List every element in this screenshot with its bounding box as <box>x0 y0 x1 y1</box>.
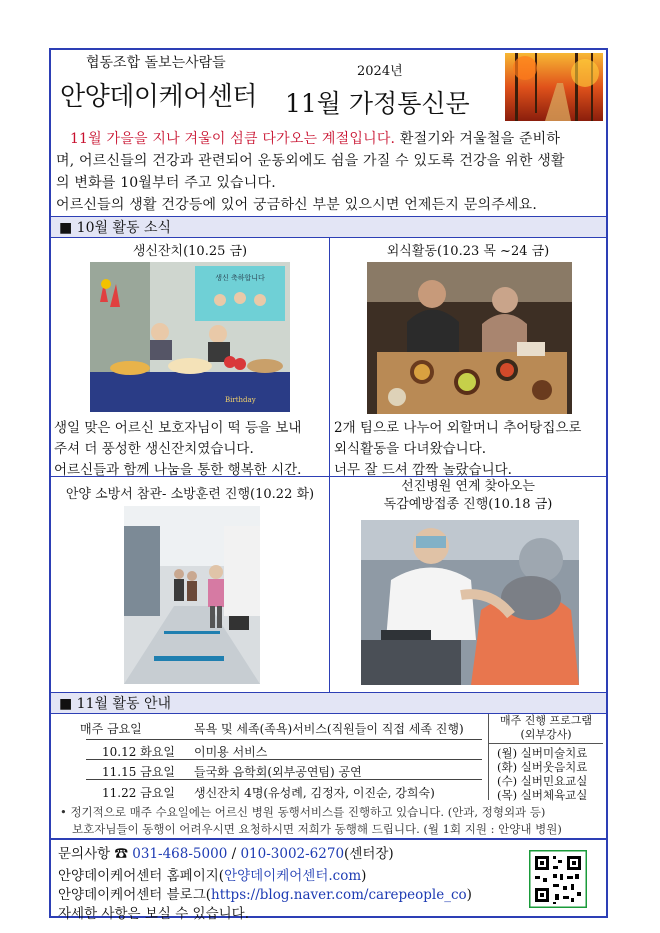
homepage-close: ) <box>361 868 367 884</box>
phone-number-director[interactable]: 010-3002-6270 <box>240 846 345 862</box>
phone-separator: / <box>231 846 237 862</box>
schedule-date: 11.15 금요일 <box>102 765 175 779</box>
autumn-forest-photo <box>505 53 603 121</box>
blog-link[interactable]: https://blog.naver.com/carepeople_co <box>211 887 467 903</box>
intro-paragraph <box>56 128 604 216</box>
programs-subtitle: (외부강사) <box>520 728 572 741</box>
cake-birthday-text: Birthday <box>225 396 256 404</box>
program-item: (목) 실버체육교실 <box>497 788 588 802</box>
weekly-programs <box>488 714 603 800</box>
dining-text-line: 2개 팀으로 나누어 외할머니 추어탕집으로 <box>334 420 582 436</box>
october-activity-grid <box>51 238 606 692</box>
schedule-date: 11.22 금요일 <box>102 786 175 800</box>
hospital-escort-notice <box>60 804 600 838</box>
program-item: (화) 실버웃음치료 <box>497 760 588 774</box>
dining-text-line: 너무 잘 드셔 깜짝 놀랐습니다. <box>334 462 512 478</box>
schedule-event: 들국화 음학회(외부공연팀) 공연 <box>194 765 362 779</box>
birthday-party-photo <box>90 262 290 412</box>
center-name: 안양데이케어센터 <box>60 82 257 112</box>
dining-out-photo <box>367 262 572 414</box>
intro-highlight: 11월 가을을 지나 겨울이 섬큼 다가오는 계절입니다. <box>69 131 396 147</box>
notice-line: 보호자님들이 동행이 어려우시면 요청하시면 저희가 동행해 드립니다. (월 1회 지원 : 안양내 병원) <box>72 822 562 836</box>
flu-caption-line: 선진병원 연계 찾아오는 <box>401 479 535 494</box>
schedule-event: 생신잔치 4명(유성례, 김정자, 이진순, 강희숙) <box>194 786 435 800</box>
schedule-date: 10.12 화요일 <box>102 745 175 759</box>
phone-number-main[interactable]: 031-468-5000 <box>132 846 228 862</box>
contact-closing: 자세한 사항은 보실 수 있습니다. <box>58 906 249 922</box>
flu-caption-line: 독감예방접종 진행(10.18 금) <box>383 497 553 512</box>
dining-caption: 외식활동(10.23 목 ~24 금) <box>386 244 550 259</box>
homepage-link[interactable]: 안양데이케어센터.com <box>224 868 362 884</box>
intro-line3: 의 변화를 10월부터 주고 있습니다. <box>56 175 276 191</box>
fire-drill-photo <box>124 506 260 684</box>
schedule-table <box>64 714 484 800</box>
contact-divider <box>51 838 606 840</box>
november-schedule <box>56 714 604 802</box>
weekly-day: 매주 금요일 <box>80 722 142 736</box>
birthday-caption: 생신잔치(10.25 금) <box>132 244 248 259</box>
birthday-description <box>54 418 328 481</box>
notice-line: • 정기적으로 매주 수요일에는 어르신 병원 동행서비스를 진행하고 있습니다. (안과, 정형외과 등) <box>60 805 546 819</box>
dining-description <box>334 418 606 481</box>
flu-vaccine-caption <box>330 478 606 514</box>
program-item: (월) 실버미술치료 <box>497 746 588 760</box>
blog-label: 안양데이케어센터 블로그( <box>58 887 212 903</box>
homepage-label: 안양데이케어센터 홈페이지( <box>58 868 225 884</box>
intro-line2: 며, 어르신들의 건강과 관련되어 운동외에도 쉼을 가질 수 있도록 건강을 위한 생활 <box>56 153 565 169</box>
qr-code[interactable] <box>529 850 587 908</box>
flu-vaccination-photo <box>361 520 579 685</box>
newsletter-title: 11월 가정통신문 <box>285 89 470 118</box>
intro-line1: 환절기와 겨울철을 준비하 <box>395 131 561 147</box>
weekly-event: 목욕 및 세족(족욕)서비스(직원들이 직접 세족 진행) <box>194 722 464 736</box>
schedule-event: 이미용 서비스 <box>194 745 268 759</box>
phone-director-label: (센터장) <box>344 846 394 862</box>
dining-text-line: 외식활동을 다녀왔습니다. <box>334 441 487 457</box>
intro-line4: 어르신들의 생활 건강등에 있어 궁금하신 부분 있으시면 언제든지 문의주세요. <box>56 197 538 213</box>
birthday-banner-text: 생신 축하합니다 <box>215 274 265 282</box>
phone-icon: ☎ <box>114 846 128 862</box>
newsletter-year: 2024년 <box>357 64 403 79</box>
october-section-heading: ■ 10월 활동 소식 <box>51 216 606 238</box>
program-item: (수) 실버민요교실 <box>497 774 588 788</box>
november-section-heading: ■ 11월 활동 안내 <box>51 692 606 714</box>
birthday-text-line: 생일 맞은 어르신 보호자님이 떡 등을 보내 <box>54 420 302 436</box>
birthday-text-line: 주셔 더 풍성한 생신잔치였습니다. <box>54 441 254 457</box>
blog-close: ) <box>466 887 472 903</box>
organization-name: 협동조합 돌보는사람들 <box>86 55 226 71</box>
fire-drill-caption: 안양 소방서 참관- 소방훈련 진행(10.22 화) <box>65 487 315 502</box>
contact-label: 문의사항 <box>58 846 111 862</box>
birthday-text-line: 어르신들과 함께 나눔을 통한 행복한 시간. <box>54 462 302 478</box>
programs-title: 매주 진행 프로그램 <box>499 714 592 727</box>
contact-info <box>58 845 528 924</box>
